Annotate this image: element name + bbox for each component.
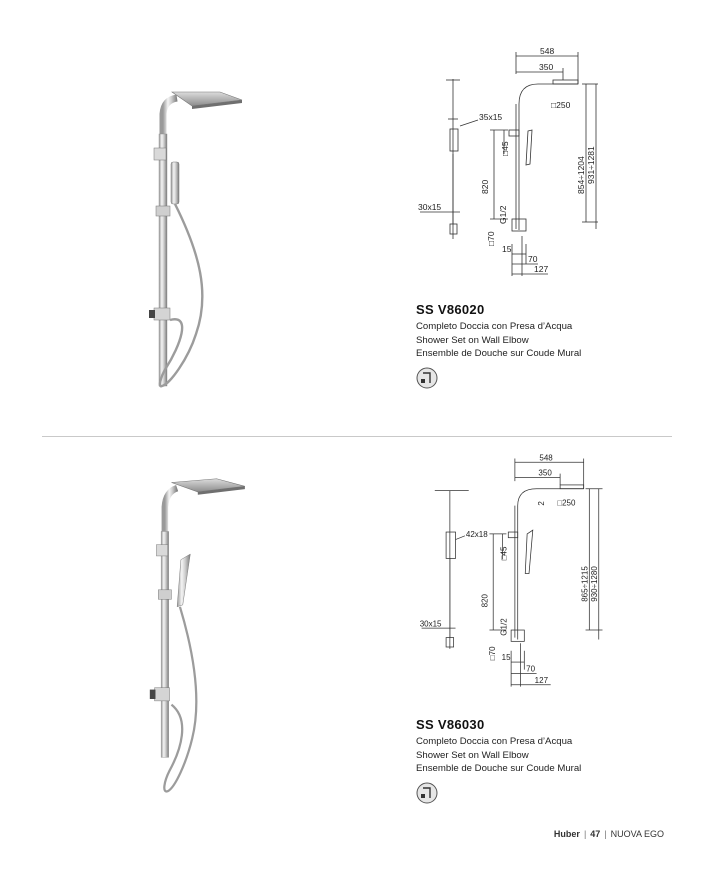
product-info-1 [416, 302, 581, 394]
dim-bar-length: 820 [480, 594, 490, 608]
dim-bar-size: 30x15 [418, 202, 442, 212]
dim-offset-mid: 70 [528, 254, 538, 264]
dim-base-size: □70 [488, 646, 498, 661]
technical-drawing-1 [408, 44, 618, 289]
product-info-2 [416, 717, 581, 809]
dim-offset-mid: 70 [526, 664, 536, 674]
description-french: Ensemble de Douche sur Coude Mural [416, 348, 582, 359]
dim-offset-large: 127 [534, 264, 549, 274]
dim-head-thickness: 2 [537, 501, 547, 506]
product-card-2 [0, 437, 710, 867]
product-code: SS V86020 [416, 302, 485, 317]
dim-height-range-2: 930÷1280 [589, 566, 599, 602]
wall-elbow-symbol-icon [416, 367, 438, 389]
product-photo-shower-set-2 [130, 475, 260, 795]
dim-head-size: □250 [557, 498, 576, 508]
description-italian: Completo Doccia con Presa d’Acqua [416, 321, 573, 332]
dim-offset-large: 127 [534, 675, 549, 685]
footer-collection: NUOVA EGO [610, 829, 664, 839]
dim-offset-small: 15 [502, 244, 512, 254]
dim-offset-small: 15 [501, 653, 511, 663]
dim-height-range-1: 865÷1215 [580, 566, 590, 602]
dim-arm-reach: 350 [539, 62, 554, 72]
product-card-1 [0, 0, 710, 430]
footer-separator: | [604, 829, 607, 839]
dim-bar-size: 30x15 [419, 619, 442, 629]
dim-connection: G1/2 [499, 618, 509, 636]
dim-width-total: 548 [540, 46, 555, 56]
dim-bar-length: 820 [480, 179, 490, 194]
product-code: SS V86030 [416, 717, 485, 732]
dim-base-size: □70 [486, 231, 496, 246]
dim-arm-reach: 350 [538, 468, 552, 478]
dim-elbow-size: □45 [499, 546, 509, 561]
dim-slider-size: 35x15 [479, 112, 503, 122]
dim-slider-size: 42x18 [465, 529, 488, 539]
page-footer [554, 829, 664, 839]
dim-head-size: □250 [551, 100, 571, 110]
description-french: Ensemble de Douche sur Coude Mural [416, 763, 582, 774]
dim-height-range-2: 931÷1281 [586, 146, 596, 184]
product-photo-shower-set-1 [130, 84, 260, 404]
description-english: Shower Set on Wall Elbow [416, 334, 529, 346]
description-italian: Completo Doccia con Presa d’Acqua [416, 736, 573, 747]
dim-connection: G1/2 [498, 205, 508, 224]
technical-drawing-2 [408, 451, 618, 696]
dim-width-total: 548 [539, 453, 553, 463]
dim-height-range-1: 854÷1204 [576, 156, 586, 194]
wall-elbow-symbol-icon [416, 782, 438, 804]
description-english: Shower Set on Wall Elbow [416, 749, 529, 761]
footer-separator: | [583, 829, 587, 839]
page-number: 47 [590, 829, 601, 839]
footer-brand: Huber [553, 829, 580, 839]
dim-elbow-size: □45 [500, 141, 510, 156]
